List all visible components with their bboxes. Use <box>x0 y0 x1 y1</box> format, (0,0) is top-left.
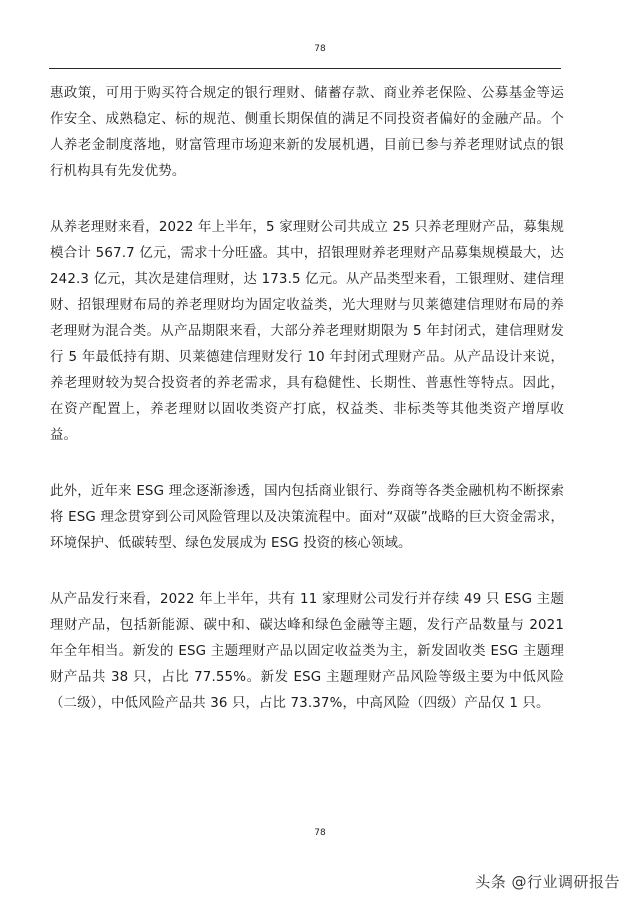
source-watermark: 头条 @行业调研报告 <box>475 873 620 891</box>
paragraph-pension-wealth-products: 从养老理财来看，2022 年上半年，5 家理财公司共成立 25 只养老理财产品，募集规模合计 567.7 亿元，需求十分旺盛。其中，招银理财养老理财产品募集规模最大，达 242.3 亿元，其次是建信理财，达 173.5 亿元。从产品类型来看，工银理财、建信理财、招银理财布局的养老理财均为固定收益类，光大理财与贝莱德建信理财布局的养老理财为混合类。从产品期限来看，大部分养老理财期限为 5 年封闭式，建信理财发行 5 年最低持有期、贝莱德建信理财发行 10 年封闭式理财产品。从产品设计来说，养老理财较为契合投资者的养老需求，具有稳健性、长期性、普惠性等特点。因此，在资产配置上，养老理财以固收类资产打底，权益类、非标类等其他类资产增厚收益。 <box>50 220 564 443</box>
footer-page-number: 78 <box>314 828 326 838</box>
document-body <box>50 81 564 747</box>
header-divider <box>49 68 561 69</box>
paragraph-esg-product-issuance: 从产品发行来看，2022 年上半年，共有 11 家理财公司发行并存续 49 只 ESG 主题理财产品，包括新能源、碳中和、碳达峰和绿色金融等主题，发行产品数量与 2021 年全年相当。新发的 ESG 主题理财产品以固定收益类为主，新发固收类 ESG 主题理财产品共 38 只，占比 77.55%。新发 ESG 主题理财产品风险等级主要为中低风险（二级），中低风险产品共 36 只，占比 73.37%，中高风险（四级）产品仅 1 只。 <box>50 592 564 711</box>
paragraph-pension-policy: 惠政策，可用于购买符合规定的银行理财、储蓄存款、商业养老保险、公募基金等运作安全、成熟稳定、标的规范、侧重长期保值的满足不同投资者偏好的金融产品。个人养老金制度落地，财富管理市场迎来新的发展机遇，目前已参与养老理财试点的银行机构具有先发优势。 <box>50 86 564 179</box>
header-page-number: 78 <box>314 44 326 54</box>
paragraph-esg-concept: 此外，近年来 ESG 理念逐渐渗透，国内包括商业银行、券商等各类金融机构不断探索将 ESG 理念贯穿到公司风险管理以及决策流程中。面对“双碳”战略的巨大资金需求，环境保护、低碳转型、绿色发展成为 ESG 投资的核心领域。 <box>50 484 564 551</box>
